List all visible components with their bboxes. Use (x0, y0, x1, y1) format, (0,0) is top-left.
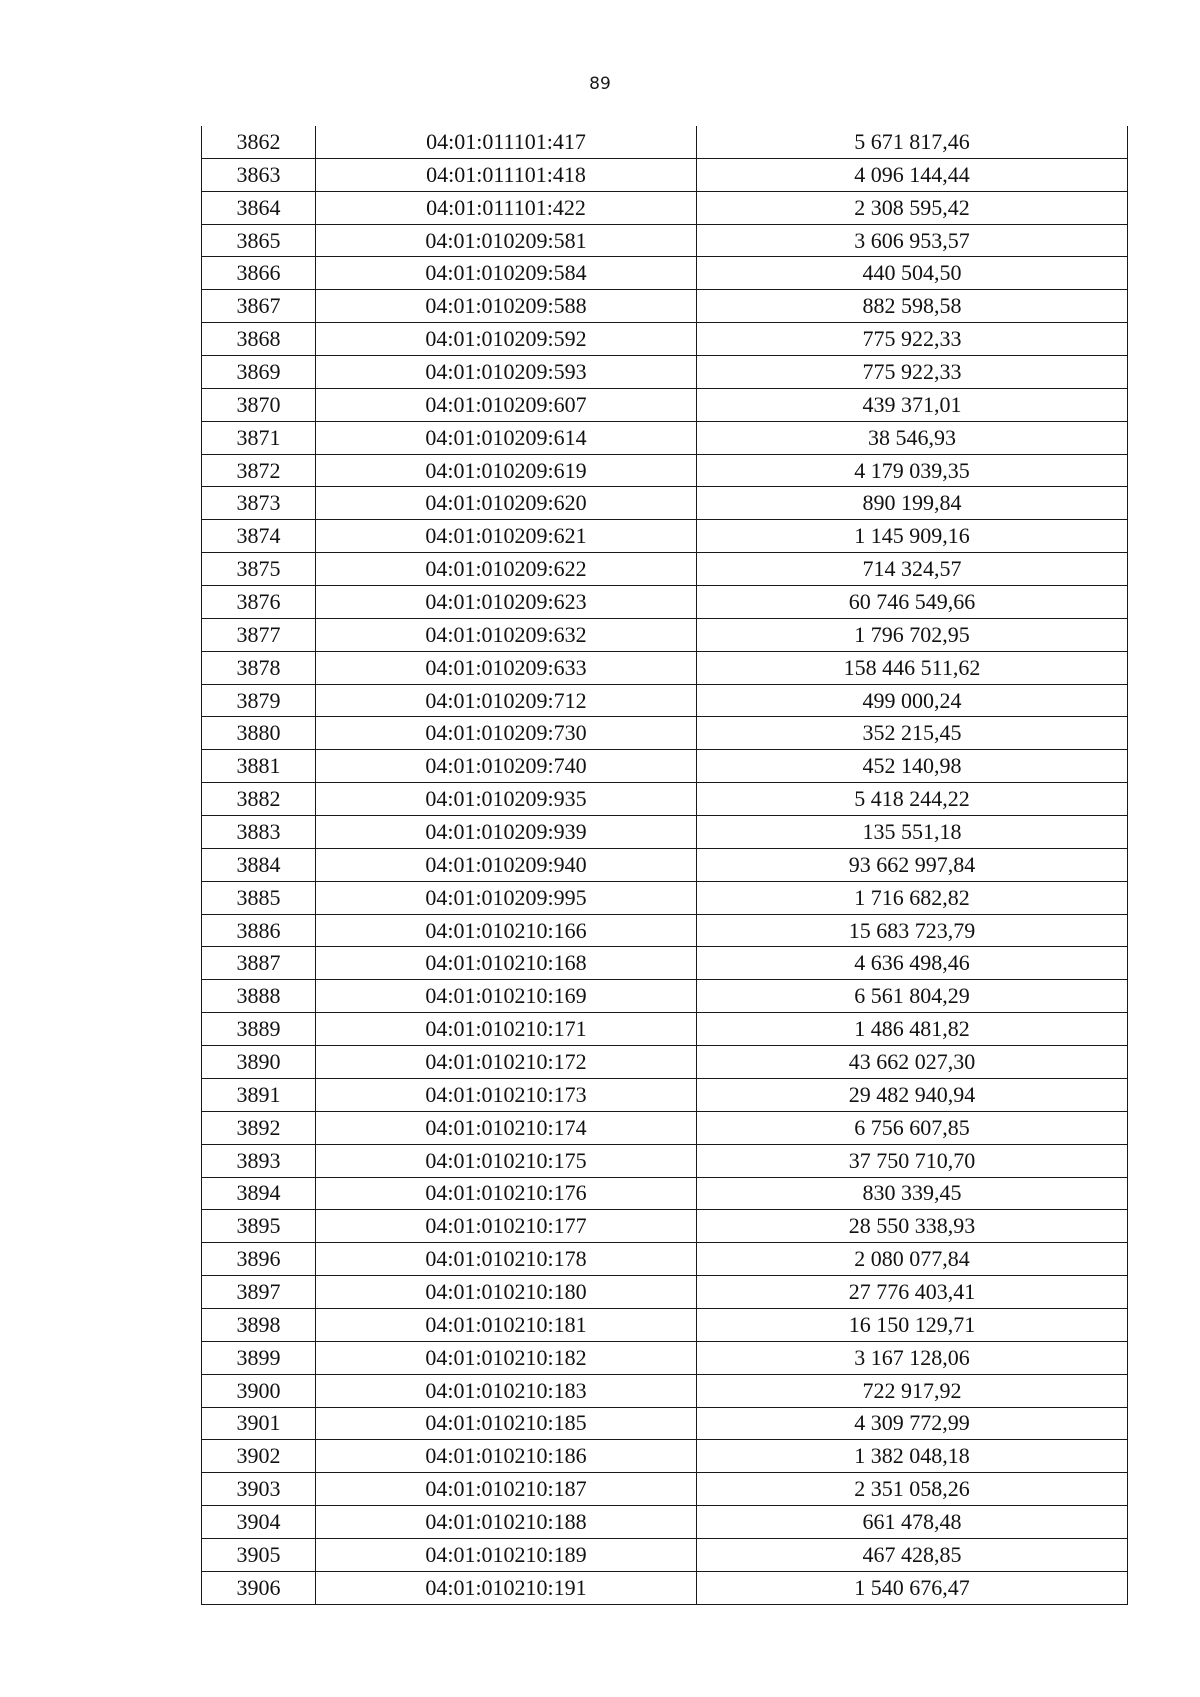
cadastral-number-cell: 04:01:010210:176 (316, 1177, 697, 1210)
table-row (202, 487, 1128, 520)
cadastral-number-cell: 04:01:010210:168 (316, 947, 697, 980)
row-number-cell: 3906 (202, 1571, 316, 1604)
cadastral-number-cell: 04:01:010209:632 (316, 618, 697, 651)
row-number-cell: 3872 (202, 454, 316, 487)
table-row (202, 684, 1128, 717)
cadastral-number-cell: 04:01:010210:189 (316, 1538, 697, 1571)
table-row (202, 1111, 1128, 1144)
cadastral-value-cell: 440 504,50 (697, 257, 1128, 290)
cadastral-value-cell: 6 756 607,85 (697, 1111, 1128, 1144)
cadastral-number-cell: 04:01:010209:712 (316, 684, 697, 717)
table-row (202, 1407, 1128, 1440)
cadastral-value-cell: 499 000,24 (697, 684, 1128, 717)
cadastral-number-cell: 04:01:010210:166 (316, 914, 697, 947)
cadastral-value-cell: 352 215,45 (697, 717, 1128, 750)
row-number-cell: 3902 (202, 1440, 316, 1473)
table-row (202, 914, 1128, 947)
cadastral-value-cell: 882 598,58 (697, 290, 1128, 323)
table-row (202, 586, 1128, 619)
table-row (202, 717, 1128, 750)
cadastral-number-cell: 04:01:010209:995 (316, 881, 697, 914)
cadastral-value-cell: 6 561 804,29 (697, 980, 1128, 1013)
cadastral-value-cell: 3 606 953,57 (697, 224, 1128, 257)
table-row (202, 1013, 1128, 1046)
table-row (202, 454, 1128, 487)
cadastral-value-cell: 158 446 511,62 (697, 651, 1128, 684)
table-row (202, 1210, 1128, 1243)
cadastral-value-cell: 1 382 048,18 (697, 1440, 1128, 1473)
table-row (202, 1308, 1128, 1341)
row-number-cell: 3897 (202, 1276, 316, 1309)
cadastral-value-cell: 16 150 129,71 (697, 1308, 1128, 1341)
cadastral-number-cell: 04:01:010210:180 (316, 1276, 697, 1309)
cadastral-value-cell: 890 199,84 (697, 487, 1128, 520)
cadastral-number-cell: 04:01:010210:191 (316, 1571, 697, 1604)
row-number-cell: 3904 (202, 1506, 316, 1539)
cadastral-number-cell: 04:01:010210:183 (316, 1374, 697, 1407)
table-row (202, 158, 1128, 191)
row-number-cell: 3882 (202, 783, 316, 816)
row-number-cell: 3864 (202, 191, 316, 224)
table-row (202, 947, 1128, 980)
cadastral-value-cell: 1 540 676,47 (697, 1571, 1128, 1604)
cadastral-value-cell: 661 478,48 (697, 1506, 1128, 1539)
table-row (202, 881, 1128, 914)
cadastral-number-cell: 04:01:010210:181 (316, 1308, 697, 1341)
cadastral-number-cell: 04:01:010210:187 (316, 1473, 697, 1506)
cadastral-number-cell: 04:01:010209:607 (316, 388, 697, 421)
cadastral-value-cell: 15 683 723,79 (697, 914, 1128, 947)
cadastral-value-cell: 4 096 144,44 (697, 158, 1128, 191)
cadastral-value-cell: 29 482 940,94 (697, 1078, 1128, 1111)
cadastral-value-cell: 135 551,18 (697, 816, 1128, 849)
table-row (202, 783, 1128, 816)
table-row (202, 750, 1128, 783)
cadastral-number-cell: 04:01:010209:940 (316, 848, 697, 881)
row-number-cell: 3896 (202, 1243, 316, 1276)
table-row (202, 356, 1128, 389)
row-number-cell: 3865 (202, 224, 316, 257)
table-row (202, 1046, 1128, 1079)
table-row (202, 553, 1128, 586)
table-row (202, 848, 1128, 881)
row-number-cell: 3891 (202, 1078, 316, 1111)
table-row (202, 1144, 1128, 1177)
cadastral-value-cell: 60 746 549,66 (697, 586, 1128, 619)
cadastral-value-cell: 714 324,57 (697, 553, 1128, 586)
row-number-cell: 3886 (202, 914, 316, 947)
table-row (202, 257, 1128, 290)
cadastral-number-cell: 04:01:011101:417 (316, 126, 697, 158)
table-row (202, 1571, 1128, 1604)
cadastral-number-cell: 04:01:010210:188 (316, 1506, 697, 1539)
table-row (202, 224, 1128, 257)
table-row (202, 1078, 1128, 1111)
cadastral-value-cell: 4 179 039,35 (697, 454, 1128, 487)
page-number: 89 (589, 74, 611, 94)
row-number-cell: 3866 (202, 257, 316, 290)
table-row (202, 1276, 1128, 1309)
cadastral-number-cell: 04:01:010209:939 (316, 816, 697, 849)
row-number-cell: 3875 (202, 553, 316, 586)
cadastral-number-cell: 04:01:010209:740 (316, 750, 697, 783)
table-row (202, 1243, 1128, 1276)
row-number-cell: 3888 (202, 980, 316, 1013)
cadastral-number-cell: 04:01:010209:588 (316, 290, 697, 323)
cadastral-number-cell: 04:01:010210:182 (316, 1341, 697, 1374)
cadastral-value-cell: 830 339,45 (697, 1177, 1128, 1210)
cadastral-value-cell: 2 308 595,42 (697, 191, 1128, 224)
cadastral-number-cell: 04:01:010210:174 (316, 1111, 697, 1144)
cadastral-number-cell: 04:01:010209:620 (316, 487, 697, 520)
cadastral-value-cell: 775 922,33 (697, 356, 1128, 389)
cadastral-number-cell: 04:01:010209:581 (316, 224, 697, 257)
table-row (202, 1506, 1128, 1539)
cadastral-value-cell: 93 662 997,84 (697, 848, 1128, 881)
table-row (202, 816, 1128, 849)
cadastral-number-cell: 04:01:010209:593 (316, 356, 697, 389)
row-number-cell: 3889 (202, 1013, 316, 1046)
cadastral-number-cell: 04:01:010209:622 (316, 553, 697, 586)
cadastral-value-cell: 439 371,01 (697, 388, 1128, 421)
cadastral-value-cell: 2 080 077,84 (697, 1243, 1128, 1276)
cadastral-number-cell: 04:01:011101:418 (316, 158, 697, 191)
row-number-cell: 3901 (202, 1407, 316, 1440)
cadastral-number-cell: 04:01:010209:614 (316, 421, 697, 454)
row-number-cell: 3887 (202, 947, 316, 980)
row-number-cell: 3867 (202, 290, 316, 323)
cadastral-value-cell: 775 922,33 (697, 323, 1128, 356)
table-row (202, 290, 1128, 323)
cadastral-value-cell: 452 140,98 (697, 750, 1128, 783)
table-row (202, 520, 1128, 553)
table-row (202, 421, 1128, 454)
row-number-cell: 3869 (202, 356, 316, 389)
table-row (202, 980, 1128, 1013)
cadastral-value-table (201, 126, 1128, 1605)
cadastral-value-cell: 1 486 481,82 (697, 1013, 1128, 1046)
row-number-cell: 3893 (202, 1144, 316, 1177)
row-number-cell: 3873 (202, 487, 316, 520)
row-number-cell: 3905 (202, 1538, 316, 1571)
row-number-cell: 3880 (202, 717, 316, 750)
row-number-cell: 3879 (202, 684, 316, 717)
row-number-cell: 3868 (202, 323, 316, 356)
table-row (202, 651, 1128, 684)
table-row (202, 1177, 1128, 1210)
table-row (202, 618, 1128, 651)
cadastral-number-cell: 04:01:010210:178 (316, 1243, 697, 1276)
cadastral-value-cell: 37 750 710,70 (697, 1144, 1128, 1177)
cadastral-number-cell: 04:01:010209:592 (316, 323, 697, 356)
table-row (202, 1473, 1128, 1506)
cadastral-value-cell: 5 671 817,46 (697, 126, 1128, 158)
row-number-cell: 3895 (202, 1210, 316, 1243)
row-number-cell: 3881 (202, 750, 316, 783)
cadastral-number-cell: 04:01:010210:177 (316, 1210, 697, 1243)
row-number-cell: 3876 (202, 586, 316, 619)
cadastral-value-cell: 4 636 498,46 (697, 947, 1128, 980)
cadastral-number-cell: 04:01:011101:422 (316, 191, 697, 224)
cadastral-number-cell: 04:01:010210:173 (316, 1078, 697, 1111)
cadastral-number-cell: 04:01:010210:186 (316, 1440, 697, 1473)
cadastral-value-cell: 467 428,85 (697, 1538, 1128, 1571)
row-number-cell: 3898 (202, 1308, 316, 1341)
row-number-cell: 3877 (202, 618, 316, 651)
cadastral-number-cell: 04:01:010209:619 (316, 454, 697, 487)
table-body (202, 126, 1128, 1604)
cadastral-number-cell: 04:01:010210:172 (316, 1046, 697, 1079)
cadastral-number-cell: 04:01:010209:935 (316, 783, 697, 816)
row-number-cell: 3871 (202, 421, 316, 454)
cadastral-number-cell: 04:01:010210:171 (316, 1013, 697, 1046)
cadastral-value-cell: 2 351 058,26 (697, 1473, 1128, 1506)
table-row (202, 323, 1128, 356)
row-number-cell: 3878 (202, 651, 316, 684)
cadastral-value-cell: 5 418 244,22 (697, 783, 1128, 816)
cadastral-value-cell: 43 662 027,30 (697, 1046, 1128, 1079)
cadastral-number-cell: 04:01:010209:623 (316, 586, 697, 619)
row-number-cell: 3894 (202, 1177, 316, 1210)
cadastral-value-cell: 4 309 772,99 (697, 1407, 1128, 1440)
table-row (202, 126, 1128, 158)
cadastral-value-cell: 722 917,92 (697, 1374, 1128, 1407)
row-number-cell: 3890 (202, 1046, 316, 1079)
cadastral-number-cell: 04:01:010209:621 (316, 520, 697, 553)
cadastral-number-cell: 04:01:010209:633 (316, 651, 697, 684)
row-number-cell: 3885 (202, 881, 316, 914)
cadastral-value-cell: 1 145 909,16 (697, 520, 1128, 553)
row-number-cell: 3863 (202, 158, 316, 191)
cadastral-number-cell: 04:01:010210:175 (316, 1144, 697, 1177)
cadastral-value-cell: 1 796 702,95 (697, 618, 1128, 651)
table-row (202, 1341, 1128, 1374)
row-number-cell: 3903 (202, 1473, 316, 1506)
table-row (202, 1538, 1128, 1571)
cadastral-number-cell: 04:01:010209:730 (316, 717, 697, 750)
table-row (202, 1374, 1128, 1407)
row-number-cell: 3884 (202, 848, 316, 881)
cadastral-value-cell: 27 776 403,41 (697, 1276, 1128, 1309)
row-number-cell: 3883 (202, 816, 316, 849)
row-number-cell: 3900 (202, 1374, 316, 1407)
row-number-cell: 3870 (202, 388, 316, 421)
row-number-cell: 3862 (202, 126, 316, 158)
table-row (202, 1440, 1128, 1473)
cadastral-value-cell: 38 546,93 (697, 421, 1128, 454)
row-number-cell: 3892 (202, 1111, 316, 1144)
table-row (202, 191, 1128, 224)
cadastral-number-cell: 04:01:010210:185 (316, 1407, 697, 1440)
cadastral-number-cell: 04:01:010209:584 (316, 257, 697, 290)
table-row (202, 388, 1128, 421)
row-number-cell: 3874 (202, 520, 316, 553)
cadastral-value-cell: 3 167 128,06 (697, 1341, 1128, 1374)
cadastral-value-cell: 1 716 682,82 (697, 881, 1128, 914)
cadastral-number-cell: 04:01:010210:169 (316, 980, 697, 1013)
cadastral-value-cell: 28 550 338,93 (697, 1210, 1128, 1243)
row-number-cell: 3899 (202, 1341, 316, 1374)
